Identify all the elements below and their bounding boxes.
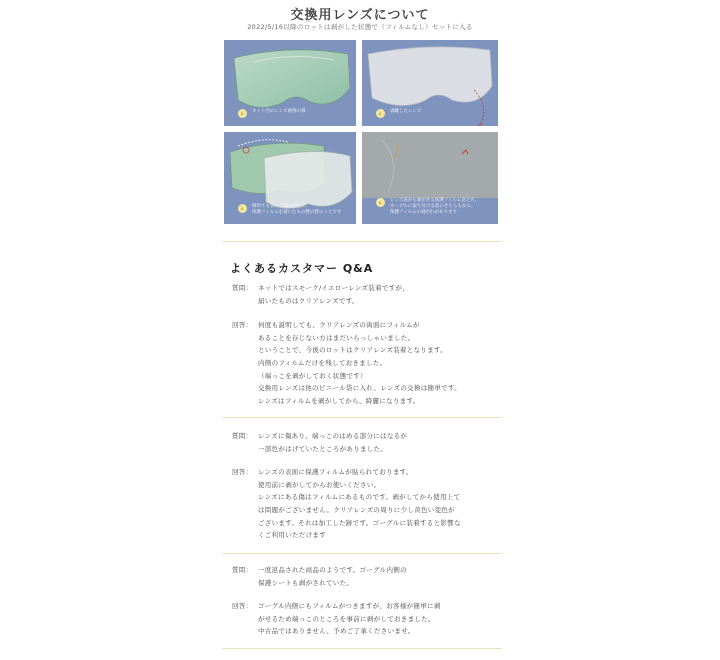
divider — [222, 553, 502, 554]
answer-tag: 回答： — [232, 602, 253, 611]
answer: 回答： ゴーグル内側にもフィルムがつきますが、お客様が簡単に剥 がせるため端っこのところを事前に剥がしておきました。 中古品ではありません、予めご了承くださいませ。 — [232, 600, 441, 638]
photo-caption: キット内のレンズ画像の様 — [238, 109, 306, 118]
info-icon — [376, 198, 385, 207]
qa-heading: よくあるカスタマー Q&A — [230, 262, 374, 275]
info-icon — [238, 204, 247, 213]
question-tag: 質問： — [232, 284, 253, 292]
answer: 回答： レンズの表面に保護フィルムが貼られております。 使用前に剥がしてからお使いください。 レンズにある傷はフィルムにあるものです。剥がしてから使用上て は問題がございません。クリアレンズの周りに少し黄色い変色が ございます。それは加工した跡です。ゴーグルに装着すると影響な くご利用いただけます — [232, 466, 461, 542]
photo-caption: 刺用ても良い上部の製造の 保護フィルムを剥いたもの整の際のことです — [238, 204, 341, 216]
question-tag: 質問： — [232, 432, 253, 440]
qa-item — [232, 564, 441, 638]
page-subtitle: 2022/5/16以降のロットは剥がした状態で（フィルムなし）セットに入る — [247, 23, 473, 31]
qa-item — [232, 430, 461, 542]
question: 質問： 一度返品された商品のようです。ゴーグル内側の 保護シートも剥がされていた。 — [232, 564, 441, 589]
photo-caption: 剥離したレンズ — [376, 109, 421, 118]
photo-film-closeup — [362, 132, 498, 224]
answer: 回答： 何度も説明しても、クリアレンズの両面にフィルムが あることを存じない方はまだいらっしゃいました。 ということで、今後のロットはクリアレンズ装着となります。 内側のフィルムだけを残しておきました。 （端っこを剥がしておく状態です） 交換用レンズは他のビニール袋に入れ、レンズの交換は簡単です。 レンズはフィルムを剥がしてから、綺麗になります。 — [232, 319, 461, 407]
photo-film-peel — [224, 132, 356, 224]
page-title: 交換用レンズについて — [290, 8, 430, 23]
photo-lens-clear — [362, 40, 498, 126]
answer-tag: 回答： — [232, 321, 253, 330]
question-tag: 質問： — [232, 566, 253, 574]
divider — [222, 241, 502, 242]
question: 質問： レンズに傷あり、端っこのはめる部分にはなるが 一部色がはげていたところがありました。 — [232, 430, 461, 455]
photo-lens-tinted — [224, 40, 356, 126]
question: 質問： ネットではスモーク/イエローレンズ装着ですが、 届いたものはクリアレンズです。 — [232, 282, 461, 307]
info-icon — [238, 109, 247, 118]
divider — [222, 417, 502, 418]
answer-tag: 回答： — [232, 468, 253, 477]
qa-item — [232, 282, 461, 407]
divider — [222, 648, 502, 649]
info-icon — [376, 109, 385, 118]
photo-caption: レンズ表から剥がせる保護フィルム見だ方、 ホーグルに取り付ける前にそちらもかに、 保護フィルムの剥がれがあります — [376, 198, 479, 216]
